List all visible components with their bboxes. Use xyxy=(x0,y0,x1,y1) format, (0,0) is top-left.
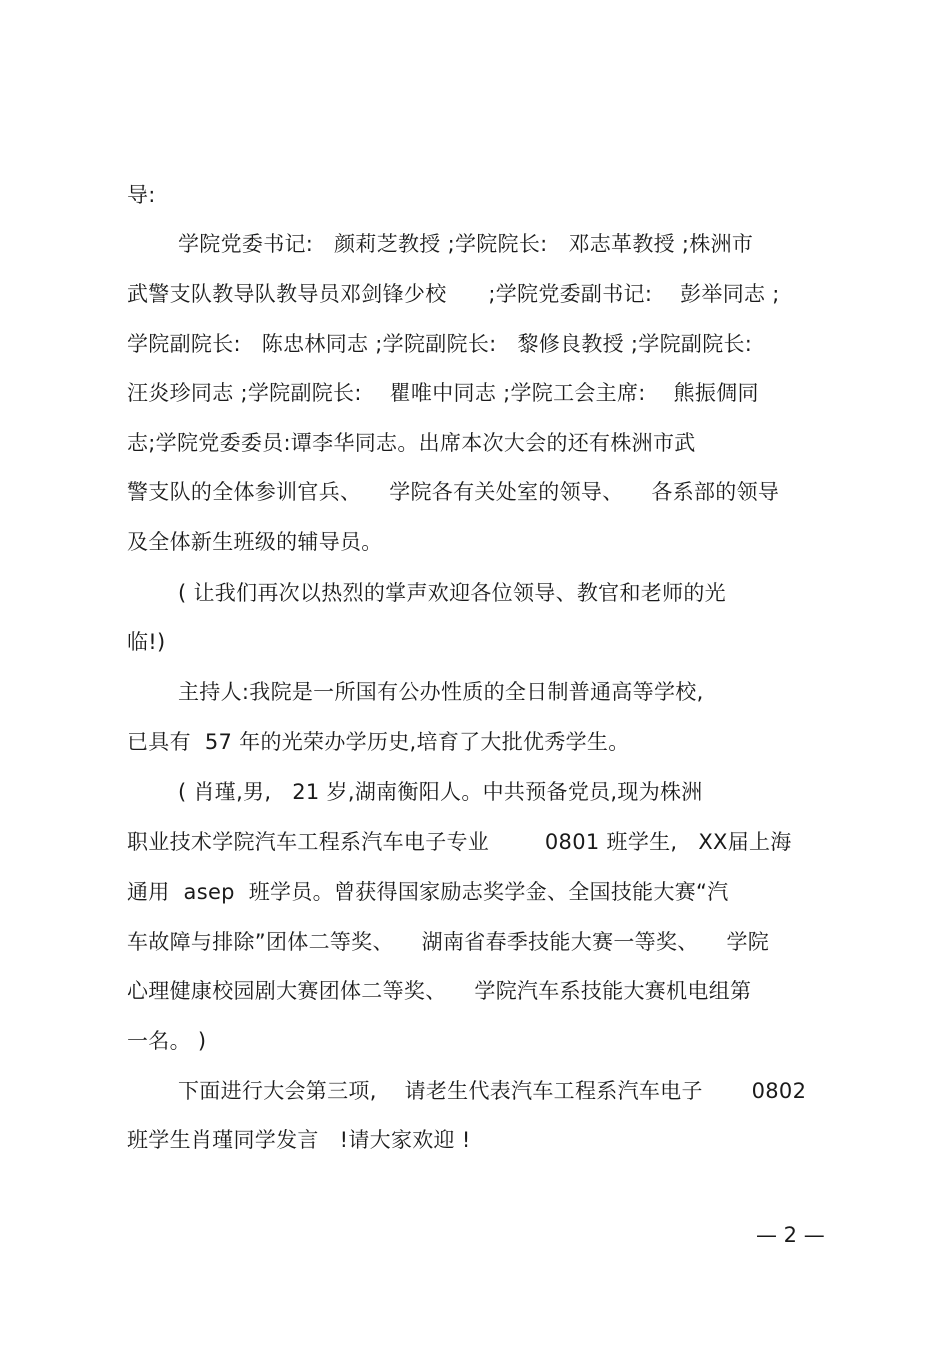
text-line: 武警支队教导队教导员邓剑锋少校 ;学院党委副书记: 彭举同志 ; xyxy=(127,282,780,306)
page-number: — 2 — xyxy=(756,1223,825,1247)
text-line: 学院党委书记: 颜莉芝教授 ;学院院长: 邓志革教授 ;株洲市 xyxy=(178,232,754,256)
text-line: 汪炎珍同志 ;学院副院长: 瞿唯中同志 ;学院工会主席: 熊振倜同 xyxy=(127,381,759,405)
text-line: 警支队的全体参训官兵、 学院各有关处室的领导、 各系部的领导 xyxy=(127,480,780,504)
text-line: 学院副院长: 陈忠林同志 ;学院副院长: 黎修良教授 ;学院副院长: xyxy=(127,332,753,356)
text-line: 导: xyxy=(127,183,156,207)
text-line: 主持人:我院是一所国有公办性质的全日制普通高等学校, xyxy=(178,680,704,704)
text-line: 下面进行大会第三项, 请老生代表汽车工程系汽车电子 0802 xyxy=(178,1079,807,1103)
text-line: 车故障与排除”团体二等奖、 湖南省春季技能大赛一等奖、 学院 xyxy=(127,930,770,954)
text-line: ( 让我们再次以热烈的掌声欢迎各位领导、教官和老师的光 xyxy=(178,581,726,605)
text-line: ( 肖瑾,男, 21 岁,湖南衡阳人。中共预备党员,现为株洲 xyxy=(178,780,703,804)
text-line: 班学生肖瑾同学发言 !请大家欢迎 ! xyxy=(127,1128,471,1152)
text-line: 临!) xyxy=(127,630,166,654)
text-line: 职业技术学院汽车工程系汽车电子专业 0801 班学生, XX届上海 xyxy=(127,830,792,854)
text-line: 已具有 57 年的光荣办学历史,培育了大批优秀学生。 xyxy=(127,730,630,754)
text-line: 及全体新生班级的辅导员。 xyxy=(127,530,383,554)
text-line: 心理健康校园剧大赛团体二等奖、 学院汽车系技能大赛机电组第 xyxy=(127,979,752,1003)
text-line: 志;学院党委委员:谭李华同志。出席本次大会的还有株洲市武 xyxy=(127,431,696,455)
text-line: 通用 asep 班学员。曾获得国家励志奖学金、全国技能大赛“汽 xyxy=(127,880,729,904)
text-line: 一名。 ) xyxy=(127,1029,207,1053)
